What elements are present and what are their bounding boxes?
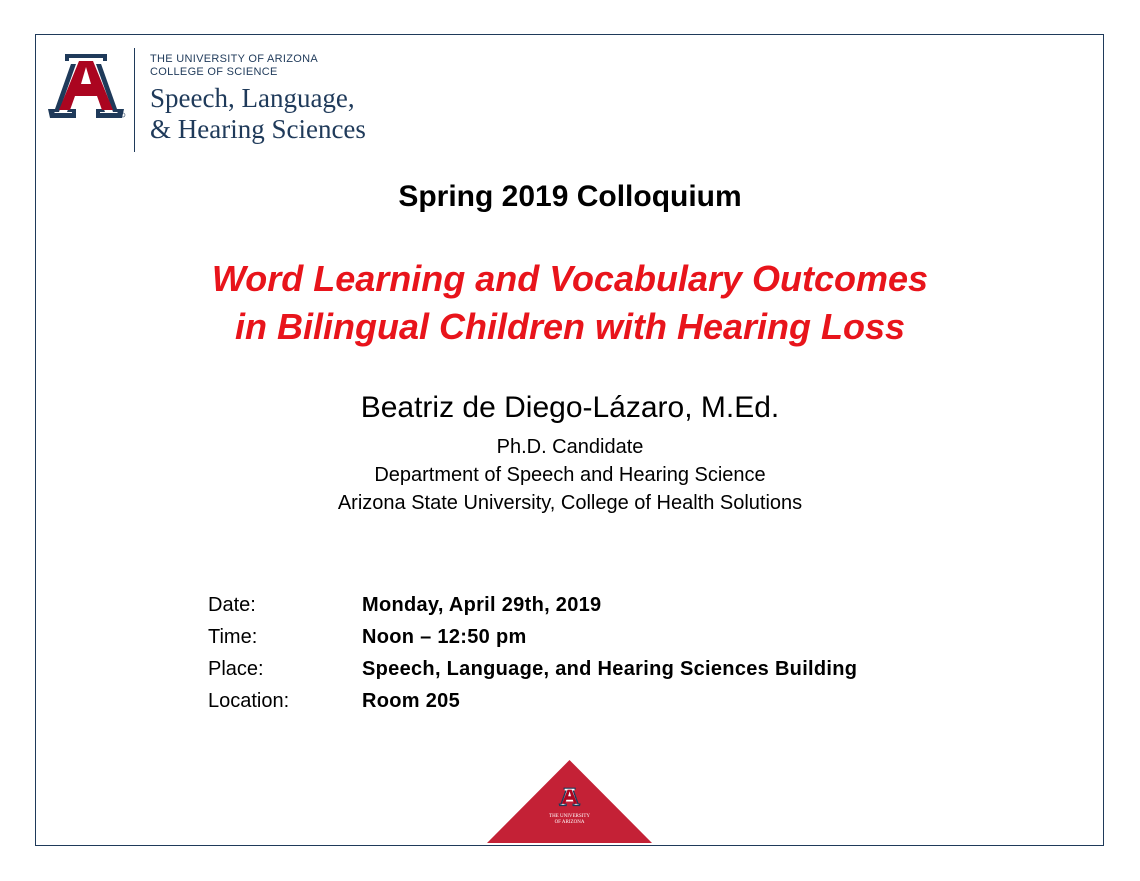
time-value: Noon – 12:50 pm xyxy=(362,626,527,648)
footer-arizona-triangle-logo xyxy=(487,760,652,843)
colloquium-series: Spring 2019 Colloquium xyxy=(398,180,742,213)
footer-logo-text-line2: OF ARIZONA xyxy=(554,820,585,825)
footer-logo-text-line1: THE UNIVERSITY xyxy=(549,814,590,819)
speaker-name: Beatriz de Diego-Lázaro, M.Ed. xyxy=(360,391,780,424)
place-label: Place: xyxy=(208,658,264,680)
college-name: COLLEGE OF SCIENCE xyxy=(150,66,278,78)
talk-title-line1: Word Learning and Vocabulary Outcomes xyxy=(211,258,929,299)
department-name-line2: & Hearing Sciences xyxy=(150,114,366,144)
arizona-block-a-logo xyxy=(46,52,126,122)
date-value: Monday, April 29th, 2019 xyxy=(362,594,602,616)
location-value: Room 205 xyxy=(362,690,460,712)
speaker-role: Ph.D. Candidate xyxy=(496,436,644,458)
date-label: Date: xyxy=(208,594,256,616)
time-label: Time: xyxy=(208,626,258,648)
talk-title-line2: in Bilingual Children with Hearing Loss xyxy=(234,306,906,347)
speaker-department: Department of Speech and Hearing Science xyxy=(374,464,766,486)
place-value: Speech, Language, and Hearing Sciences Building xyxy=(362,658,858,680)
location-label: Location: xyxy=(208,690,290,712)
department-name-line1: Speech, Language, xyxy=(150,83,355,113)
speaker-affiliation: Arizona State University, College of Health Solutions xyxy=(337,492,803,514)
header-divider xyxy=(134,48,135,152)
university-name: THE UNIVERSITY OF ARIZONA xyxy=(150,53,319,65)
